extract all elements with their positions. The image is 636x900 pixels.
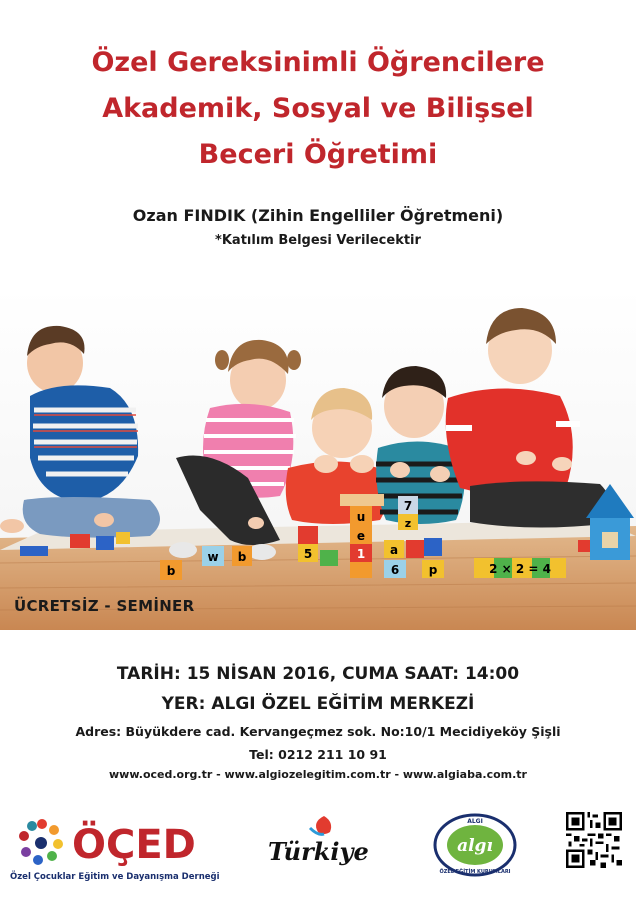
block-e <box>350 526 372 544</box>
block-five <box>298 544 318 562</box>
speaker-line: Ozan FINDIK (Zihin Engelliler Öğretmeni) <box>132 206 504 225</box>
svg-text:p: p <box>428 563 438 577</box>
date-line: TARİH: 15 NİSAN 2016, CUMA SAAT: 14:00 <box>116 664 520 684</box>
svg-text:b: b <box>237 550 247 564</box>
poster-title <box>0 40 636 178</box>
svg-text:a: a <box>389 543 399 557</box>
block-b1 <box>160 560 182 580</box>
children-playing-photo <box>0 288 636 630</box>
title-line-1: Özel Gereksinimli Öğrencilere <box>91 47 545 78</box>
free-seminar-banner: ÜCRETSİZ - SEMİNER <box>14 597 195 615</box>
svg-text:5: 5 <box>303 547 313 561</box>
phone-line: Tel: 0212 211 10 91 <box>249 747 387 762</box>
svg-text:6: 6 <box>390 563 400 577</box>
svg-text:2 × 2 = 4: 2 × 2 = 4 <box>489 562 551 576</box>
people-circle-icon <box>19 819 63 865</box>
place-line: YER: ALGI ÖZEL EĞİTİM MERKEZİ <box>161 694 475 714</box>
certificate-note: *Katılım Belgesi Verilecektir <box>215 233 421 248</box>
svg-text:Türkiye: Türkiye <box>268 837 369 866</box>
block-z <box>398 514 418 530</box>
equation-blocks <box>474 558 566 578</box>
title-line-2: Akademik, Sosyal ve Bilişsel <box>102 93 534 124</box>
block-num1 <box>350 544 372 562</box>
turkiye-logo <box>262 812 382 872</box>
svg-text:ÖZEL EĞİTİM KURUMLARI: ÖZEL EĞİTİM KURUMLARI <box>439 869 511 875</box>
svg-text:ALGI: ALGI <box>467 818 483 825</box>
address-line: Adres: Büyükdere cad. Kervangeçmez sok. No:10/1 Mecidiyeköy Şişli <box>75 724 561 739</box>
block-num6 <box>384 560 406 578</box>
svg-text:1: 1 <box>356 547 366 561</box>
svg-text:algı: algı <box>457 836 493 856</box>
svg-text:7: 7 <box>403 499 413 513</box>
svg-text:e: e <box>356 529 366 543</box>
svg-text:b: b <box>166 564 176 578</box>
algi-logo <box>432 812 518 878</box>
svg-text:w: w <box>207 550 219 564</box>
block-u <box>350 506 372 526</box>
block-b3 <box>232 546 252 566</box>
svg-text:ÖÇED: ÖÇED <box>72 822 196 868</box>
svg-text:u: u <box>356 510 366 524</box>
block-p <box>422 560 444 578</box>
title-line-3: Beceri Öğretimi <box>198 139 438 170</box>
websites-line: www.oced.org.tr - www.algiozelegitim.com.tr - www.algiaba.com.tr <box>109 768 527 781</box>
oced-caption: Özel Çocuklar Eğitim ve Dayanışma Derneği <box>10 872 220 882</box>
block-seven <box>398 496 418 514</box>
svg-text:z: z <box>404 517 412 530</box>
tulip-icon <box>316 816 331 834</box>
qr-code-icon <box>566 812 622 868</box>
block-a <box>384 540 404 558</box>
block-b2 <box>202 546 224 566</box>
